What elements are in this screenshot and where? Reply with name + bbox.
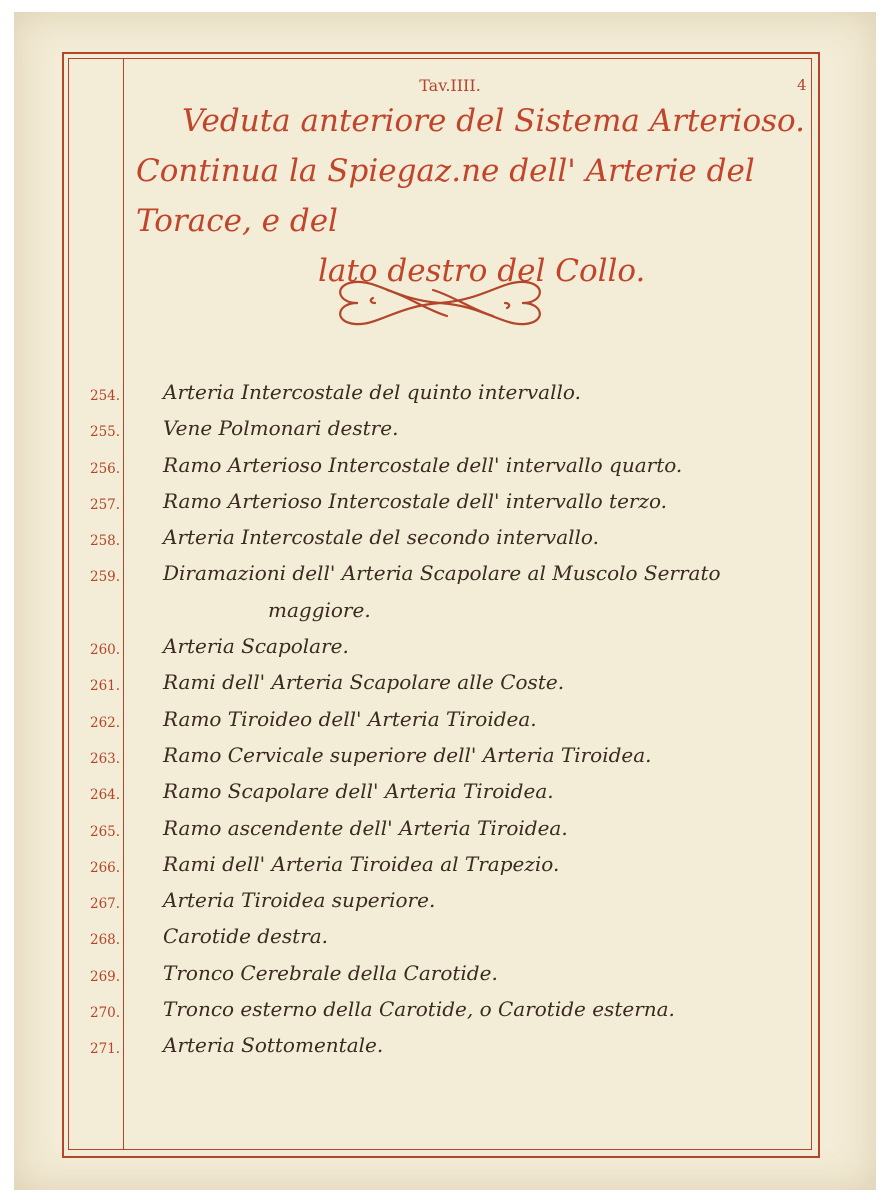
- entry-number: 257.: [90, 496, 121, 513]
- list-item: [88, 1033, 808, 1069]
- entry-text: Vene Polmonari destre.: [163, 416, 399, 441]
- list-item: [88, 416, 808, 452]
- list-item: [88, 852, 808, 888]
- list-item: [88, 997, 808, 1033]
- entry-number: 270.: [90, 1005, 121, 1022]
- title-line-1: Veduta anteriore del Sistema Arterioso.: [182, 103, 805, 139]
- entry-number: 263.: [90, 750, 121, 767]
- entry-text: Ramo Arterioso Intercostale dell' intervallo terzo.: [163, 488, 668, 513]
- list-item: [88, 888, 808, 924]
- entry-text: Arteria Scapolare.: [163, 634, 349, 659]
- entry-number: 262.: [90, 714, 121, 731]
- plate-label: Tav.IIII.: [419, 76, 481, 95]
- entry-number: 265.: [90, 823, 121, 840]
- entry-text: Rami dell' Arteria Tiroidea al Trapezio.: [163, 851, 560, 876]
- entry-text: Tronco esterno della Carotide, o Carotide esterna.: [163, 997, 675, 1022]
- entry-number: 267.: [90, 896, 121, 913]
- list-item: [88, 561, 808, 597]
- entry-text: Diramazioni dell' Arteria Scapolare al Muscolo Serrato: [163, 561, 721, 586]
- list-item: [88, 670, 808, 706]
- entry-text: Ramo Arterioso Intercostale dell' intervallo quarto.: [163, 452, 683, 477]
- entry-text: Rami dell' Arteria Scapolare alle Coste.: [163, 670, 565, 695]
- list-item: [88, 779, 808, 815]
- list-item: [88, 707, 808, 743]
- calligraphic-flourish-icon: [327, 270, 553, 336]
- entry-number: 258.: [90, 533, 121, 550]
- title-line-2: Continua la Spiegaz.ne dell' Arterie del Torace, e del: [136, 153, 755, 239]
- entry-number: 271.: [90, 1041, 121, 1058]
- entry-text: Ramo Cervicale superiore dell' Arteria Tiroidea.: [163, 742, 652, 767]
- entry-number: 255.: [90, 424, 121, 441]
- entry-number: 268.: [90, 932, 121, 949]
- entry-number: 254.: [90, 388, 121, 404]
- page-title: [120, 96, 820, 296]
- entry-number: 256.: [90, 460, 121, 477]
- entry-text: Ramo ascendente dell' Arteria Tiroidea.: [163, 815, 568, 840]
- list-item: [88, 743, 808, 779]
- entry-number: 259.: [90, 569, 121, 586]
- list-item: [88, 453, 808, 489]
- list-item-continuation: [88, 598, 808, 634]
- entry-text: Ramo Tiroideo dell' Arteria Tiroidea.: [163, 706, 537, 731]
- list-item: [88, 380, 808, 416]
- entry-number: 269.: [90, 968, 121, 985]
- entry-text: Arteria Intercostale del secondo intervallo.: [163, 525, 599, 550]
- entry-text: Ramo Scapolare dell' Arteria Tiroidea.: [163, 779, 554, 804]
- entry-text: Arteria Tiroidea superiore.: [163, 888, 436, 913]
- list-item: [88, 816, 808, 852]
- entry-text: Tronco Cerebrale della Carotide.: [163, 960, 498, 985]
- entry-list: [88, 380, 808, 1070]
- entry-text: Arteria Intercostale del quinto intervallo.: [163, 380, 581, 404]
- list-item: [88, 924, 808, 960]
- list-item: [88, 634, 808, 670]
- entry-text-continuation: maggiore.: [268, 597, 371, 622]
- list-item: [88, 961, 808, 997]
- entry-number: 261.: [90, 678, 121, 695]
- page-number: 4: [797, 76, 807, 94]
- entry-number: 260.: [90, 642, 121, 659]
- entry-text: Carotide destra.: [163, 924, 329, 949]
- entry-number: 264.: [90, 787, 121, 804]
- list-item: [88, 525, 808, 561]
- entry-number: 266.: [90, 859, 121, 876]
- title-line-3: lato destro del Collo.: [318, 253, 646, 289]
- entry-text: Arteria Sottomentale.: [163, 1033, 384, 1058]
- list-item: [88, 489, 808, 525]
